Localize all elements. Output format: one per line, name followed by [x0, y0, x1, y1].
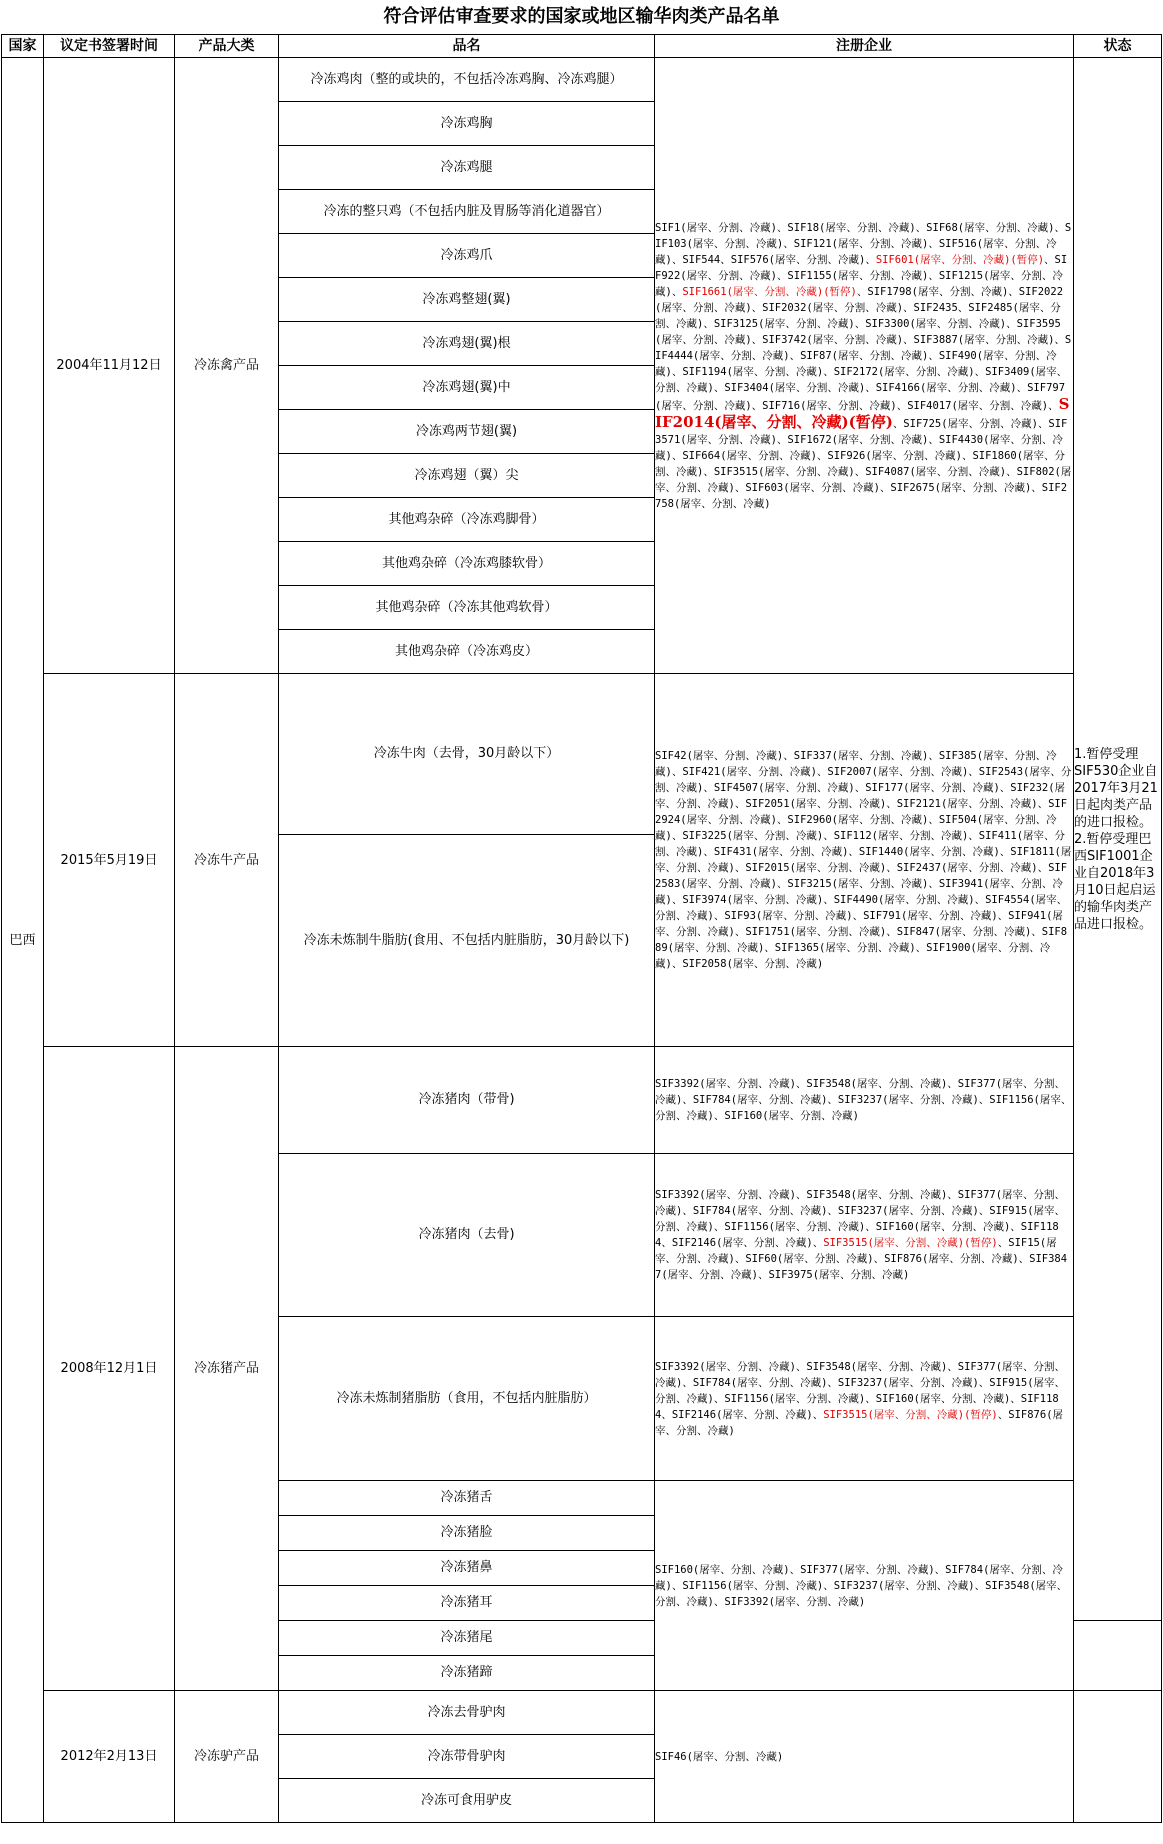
product-cell: 冷冻去骨驴肉	[279, 1691, 655, 1735]
table-row	[2, 1691, 1162, 1735]
enterprise-text: SIF3392(屠宰、分割、冷藏)、SIF3548(屠宰、分割、冷藏)、SIF377(屠宰、分割、冷藏)、SIF784(屠宰、分割、冷藏)、SIF3237(屠宰、分割、冷藏)、SIF915(屠宰、分割、冷藏)、SIF1156(屠宰、分割、冷藏)、SIF160(屠宰、分割、冷藏)、SIF1184、SIF2146(屠宰、分割、冷藏)、	[655, 1360, 1066, 1421]
enterprise-cell: SIF3392(屠宰、分割、冷藏)、SIF3548(屠宰、分割、冷藏)、SIF377(屠宰、分割、冷藏)、SIF784(屠宰、分割、冷藏)、SIF3237(屠宰、分割、冷藏)、SIF1156(屠宰、分割、冷藏)、SIF160(屠宰、分割、冷藏)	[655, 1047, 1074, 1154]
table-row	[2, 1047, 1162, 1154]
table-row	[2, 58, 1162, 102]
category-cell: 冷冻驴产品	[175, 1691, 279, 1823]
date-cell: 2008年12月1日	[44, 1047, 175, 1691]
product-cell: 其他鸡杂碎（冷冻鸡膝软骨）	[279, 542, 655, 586]
status-empty-cell	[1074, 1691, 1162, 1823]
product-cell: 冷冻猪肉（去骨)	[279, 1154, 655, 1317]
enterprise-text: 、SIF922(屠宰、分割、冷藏)、SIF1155(屠宰、分割、冷藏)、SIF1215(屠宰、分割、冷藏)、	[655, 253, 1068, 298]
product-cell: 其他鸡杂碎（冷冻鸡脚骨）	[279, 498, 655, 542]
product-cell: 冷冻鸡胸	[279, 102, 655, 146]
product-cell: 冷冻猪耳	[279, 1586, 655, 1621]
enterprise-text: 、SIF15(屠宰、分割、冷藏)、SIF60(屠宰、分割、冷藏)、SIF876(屠宰、分割、冷藏)、SIF3847(屠宰、分割、冷藏)、SIF3975(屠宰、分割、冷藏)	[655, 1237, 1068, 1281]
category-cell: 冷冻猪产品	[175, 1047, 279, 1691]
enterprise-cell	[655, 58, 1074, 674]
category-cell: 冷冻禽产品	[175, 58, 279, 674]
enterprise-cell: SIF46(屠宰、分割、冷藏)	[655, 1691, 1074, 1823]
suspended-enterprise-highlight: SIF2014(屠宰、分割、冷藏)(暂停)	[655, 394, 1070, 431]
header-product: 品名	[279, 35, 655, 58]
product-cell: 冷冻猪舌	[279, 1481, 655, 1516]
enterprise-cell: SIF42(屠宰、分割、冷藏)、SIF337(屠宰、分割、冷藏)、SIF385(屠宰、分割、冷藏)、SIF421(屠宰、分割、冷藏)、SIF2007(屠宰、分割、冷藏)、SIF2543(屠宰、分割、冷藏)、SIF4507(屠宰、分割、冷藏)、SIF177(屠宰、分割、冷藏)、SIF232(屠宰、分割、冷藏)、SIF2051(屠宰、分割、冷藏)、SIF2121(屠宰、分割、冷藏)、SIF2924(屠宰、分割、冷藏)、SIF2960(屠宰、分割、冷藏)、SIF504(屠宰、分割、冷藏)、SIF3225(屠宰、分割、冷藏)、SIF112(屠宰、分割、冷藏)、SIF411(屠宰、分割、冷藏)、SIF431(屠宰、分割、冷藏)、SIF1440(屠宰、分割、冷藏)、SIF1811(屠宰、分割、冷藏)、SIF2015(屠宰、分割、冷藏)、SIF2437(屠宰、分割、冷藏)、SIF2583(屠宰、分割、冷藏)、SIF3215(屠宰、分割、冷藏)、SIF3941(屠宰、分割、冷藏)、SIF3974(屠宰、分割、冷藏)、SIF4490(屠宰、分割、冷藏)、SIF4554(屠宰、分割、冷藏)、SIF93(屠宰、分割、冷藏)、SIF791(屠宰、分割、冷藏)、SIF941(屠宰、分割、冷藏)、SIF1751(屠宰、分割、冷藏)、SIF847(屠宰、分割、冷藏)、SIF889(屠宰、分割、冷藏)、SIF1365(屠宰、分割、冷藏)、SIF1900(屠宰、分割、冷藏)、SIF2058(屠宰、分割、冷藏)	[655, 674, 1074, 1047]
header-date: 议定书签署时间	[44, 35, 175, 58]
header-row	[2, 35, 1162, 58]
enterprise-text: 、SIF876(屠宰、分割、冷藏)	[655, 1408, 1064, 1437]
product-cell: 冷冻鸡整翅(翼)	[279, 278, 655, 322]
suspended-enterprise: SIF3515(屠宰、分割、冷藏)(暂停)	[823, 1408, 998, 1421]
product-cell: 冷冻猪鼻	[279, 1551, 655, 1586]
product-cell: 冷冻猪肉（带骨)	[279, 1047, 655, 1154]
enterprise-cell	[655, 1154, 1074, 1317]
product-cell: 冷冻牛肉（去骨，30月龄以下）	[279, 674, 655, 835]
enterprise-cell	[655, 1317, 1074, 1481]
product-cell: 冷冻的整只鸡（不包括内脏及胃肠等消化道器官）	[279, 190, 655, 234]
country-cell: 巴西	[2, 58, 44, 1823]
product-cell: 冷冻鸡肉（整的或块的，不包括冷冻鸡胸、冷冻鸡腿）	[279, 58, 655, 102]
suspended-enterprise: SIF1661(屠宰、分割、冷藏)(暂停)	[682, 285, 857, 298]
header-enterprise: 注册企业	[655, 35, 1074, 58]
product-cell: 冷冻未炼制猪脂肪（食用，不包括内脏脂肪）	[279, 1317, 655, 1481]
status-note-cell: 1.暂停受理SIF530企业自2017年3月21日起肉类产品的进口报检。2.暂停受理巴西SIF1001企业自2018年3月10日起启运的输华肉类产品进口报检。	[1074, 58, 1162, 1621]
enterprise-cell: SIF160(屠宰、分割、冷藏)、SIF377(屠宰、分割、冷藏)、SIF784(屠宰、分割、冷藏)、SIF1156(屠宰、分割、冷藏)、SIF3237(屠宰、分割、冷藏)、SIF3548(屠宰、分割、冷藏)、SIF3392(屠宰、分割、冷藏)	[655, 1481, 1074, 1691]
product-cell: 冷冻可食用驴皮	[279, 1779, 655, 1823]
date-cell: 2012年2月13日	[44, 1691, 175, 1823]
date-cell: 2015年5月19日	[44, 674, 175, 1047]
product-cell: 其他鸡杂碎（冷冻鸡皮）	[279, 630, 655, 674]
product-cell: 冷冻猪脸	[279, 1516, 655, 1551]
product-cell: 其他鸡杂碎（冷冻其他鸡软骨）	[279, 586, 655, 630]
product-table	[1, 34, 1162, 1823]
table-row	[2, 674, 1162, 835]
product-cell: 冷冻猪尾	[279, 1621, 655, 1656]
category-cell: 冷冻牛产品	[175, 674, 279, 1047]
date-cell: 2004年11月12日	[44, 58, 175, 674]
enterprise-text: 、SIF1798(屠宰、分割、冷藏)、SIF2022(屠宰、分割、冷藏)、SIF2032(屠宰、分割、冷藏)、SIF2435、SIF2485(屠宰、分割、冷藏)、SIF3125(屠宰、分割、冷藏)、SIF3300(屠宰、分割、冷藏)、SIF3595(屠宰、分割、冷藏)、SIF3742(屠宰、分割、冷藏)、SIF3887(屠宰、分割、冷藏)、SIF4444(屠宰、分割、冷藏)、SIF87(屠宰、分割、冷藏)、SIF490(屠宰、分割、冷藏)、SIF1194(屠宰、分割、冷藏)、SIF2172(屠宰、分割、冷藏)、SIF3409(屠宰、分割、冷藏)、SIF3404(屠宰、分割、冷藏)、SIF4166(屠宰、分割、冷藏)、SIF797(屠宰、分割、冷藏)、SIF716(屠宰、分割、冷藏)、SIF4017(屠宰、分割、冷藏)、	[655, 285, 1072, 412]
product-cell: 冷冻带骨驴肉	[279, 1735, 655, 1779]
product-cell: 冷冻鸡腿	[279, 146, 655, 190]
header-status: 状态	[1074, 35, 1162, 58]
product-cell: 冷冻鸡两节翅(翼)	[279, 410, 655, 454]
enterprise-text: SIF3392(屠宰、分割、冷藏)、SIF3548(屠宰、分割、冷藏)、SIF377(屠宰、分割、冷藏)、SIF784(屠宰、分割、冷藏)、SIF3237(屠宰、分割、冷藏)、SIF915(屠宰、分割、冷藏)、SIF1156(屠宰、分割、冷藏)、SIF160(屠宰、分割、冷藏)、SIF1184、SIF2146(屠宰、分割、冷藏)、	[655, 1189, 1066, 1249]
product-cell: 冷冻未炼制牛脂肪(食用、不包括内脏脂肪，30月龄以下)	[279, 835, 655, 1047]
header-country: 国家	[2, 35, 44, 58]
page-title: 符合评估审查要求的国家或地区输华肉类产品名单	[383, 6, 780, 27]
suspended-enterprise: SIF3515(屠宰、分割、冷藏)(暂停)	[823, 1237, 998, 1249]
suspended-enterprise: SIF601(屠宰、分割、冷藏)(暂停)	[875, 253, 1045, 266]
enterprise-text: SIF1(屠宰、分割、冷藏)、SIF18(屠宰、分割、冷藏)、SIF68(屠宰、分割、冷藏)、SIF103(屠宰、分割、冷藏)、SIF121(屠宰、分割、冷藏)、SIF516(屠宰、分割、冷藏)、SIF544、SIF576(屠宰、分割、冷藏)、	[655, 221, 1072, 266]
header-category: 产品大类	[175, 35, 279, 58]
product-cell: 冷冻猪蹄	[279, 1656, 655, 1691]
product-cell: 冷冻鸡翅（翼）尖	[279, 454, 655, 498]
enterprise-text: 、SIF725(屠宰、分割、冷藏)、SIF3571(屠宰、分割、冷藏)、SIF1672(屠宰、分割、冷藏)、SIF4430(屠宰、分割、冷藏)、SIF664(屠宰、分割、冷藏)、SIF926(屠宰、分割、冷藏)、SIF1860(屠宰、分割、冷藏)、SIF3515(屠宰、分割、冷藏)、SIF4087(屠宰、分割、冷藏)、SIF802(屠宰、分割、冷藏)、SIF603(屠宰、分割、冷藏)、SIF2675(屠宰、分割、冷藏)、SIF2758(屠宰、分割、冷藏)	[655, 417, 1072, 510]
product-cell: 冷冻鸡翅(翼)中	[279, 366, 655, 410]
product-cell: 冷冻鸡翅(翼)根	[279, 322, 655, 366]
product-cell: 冷冻鸡爪	[279, 234, 655, 278]
